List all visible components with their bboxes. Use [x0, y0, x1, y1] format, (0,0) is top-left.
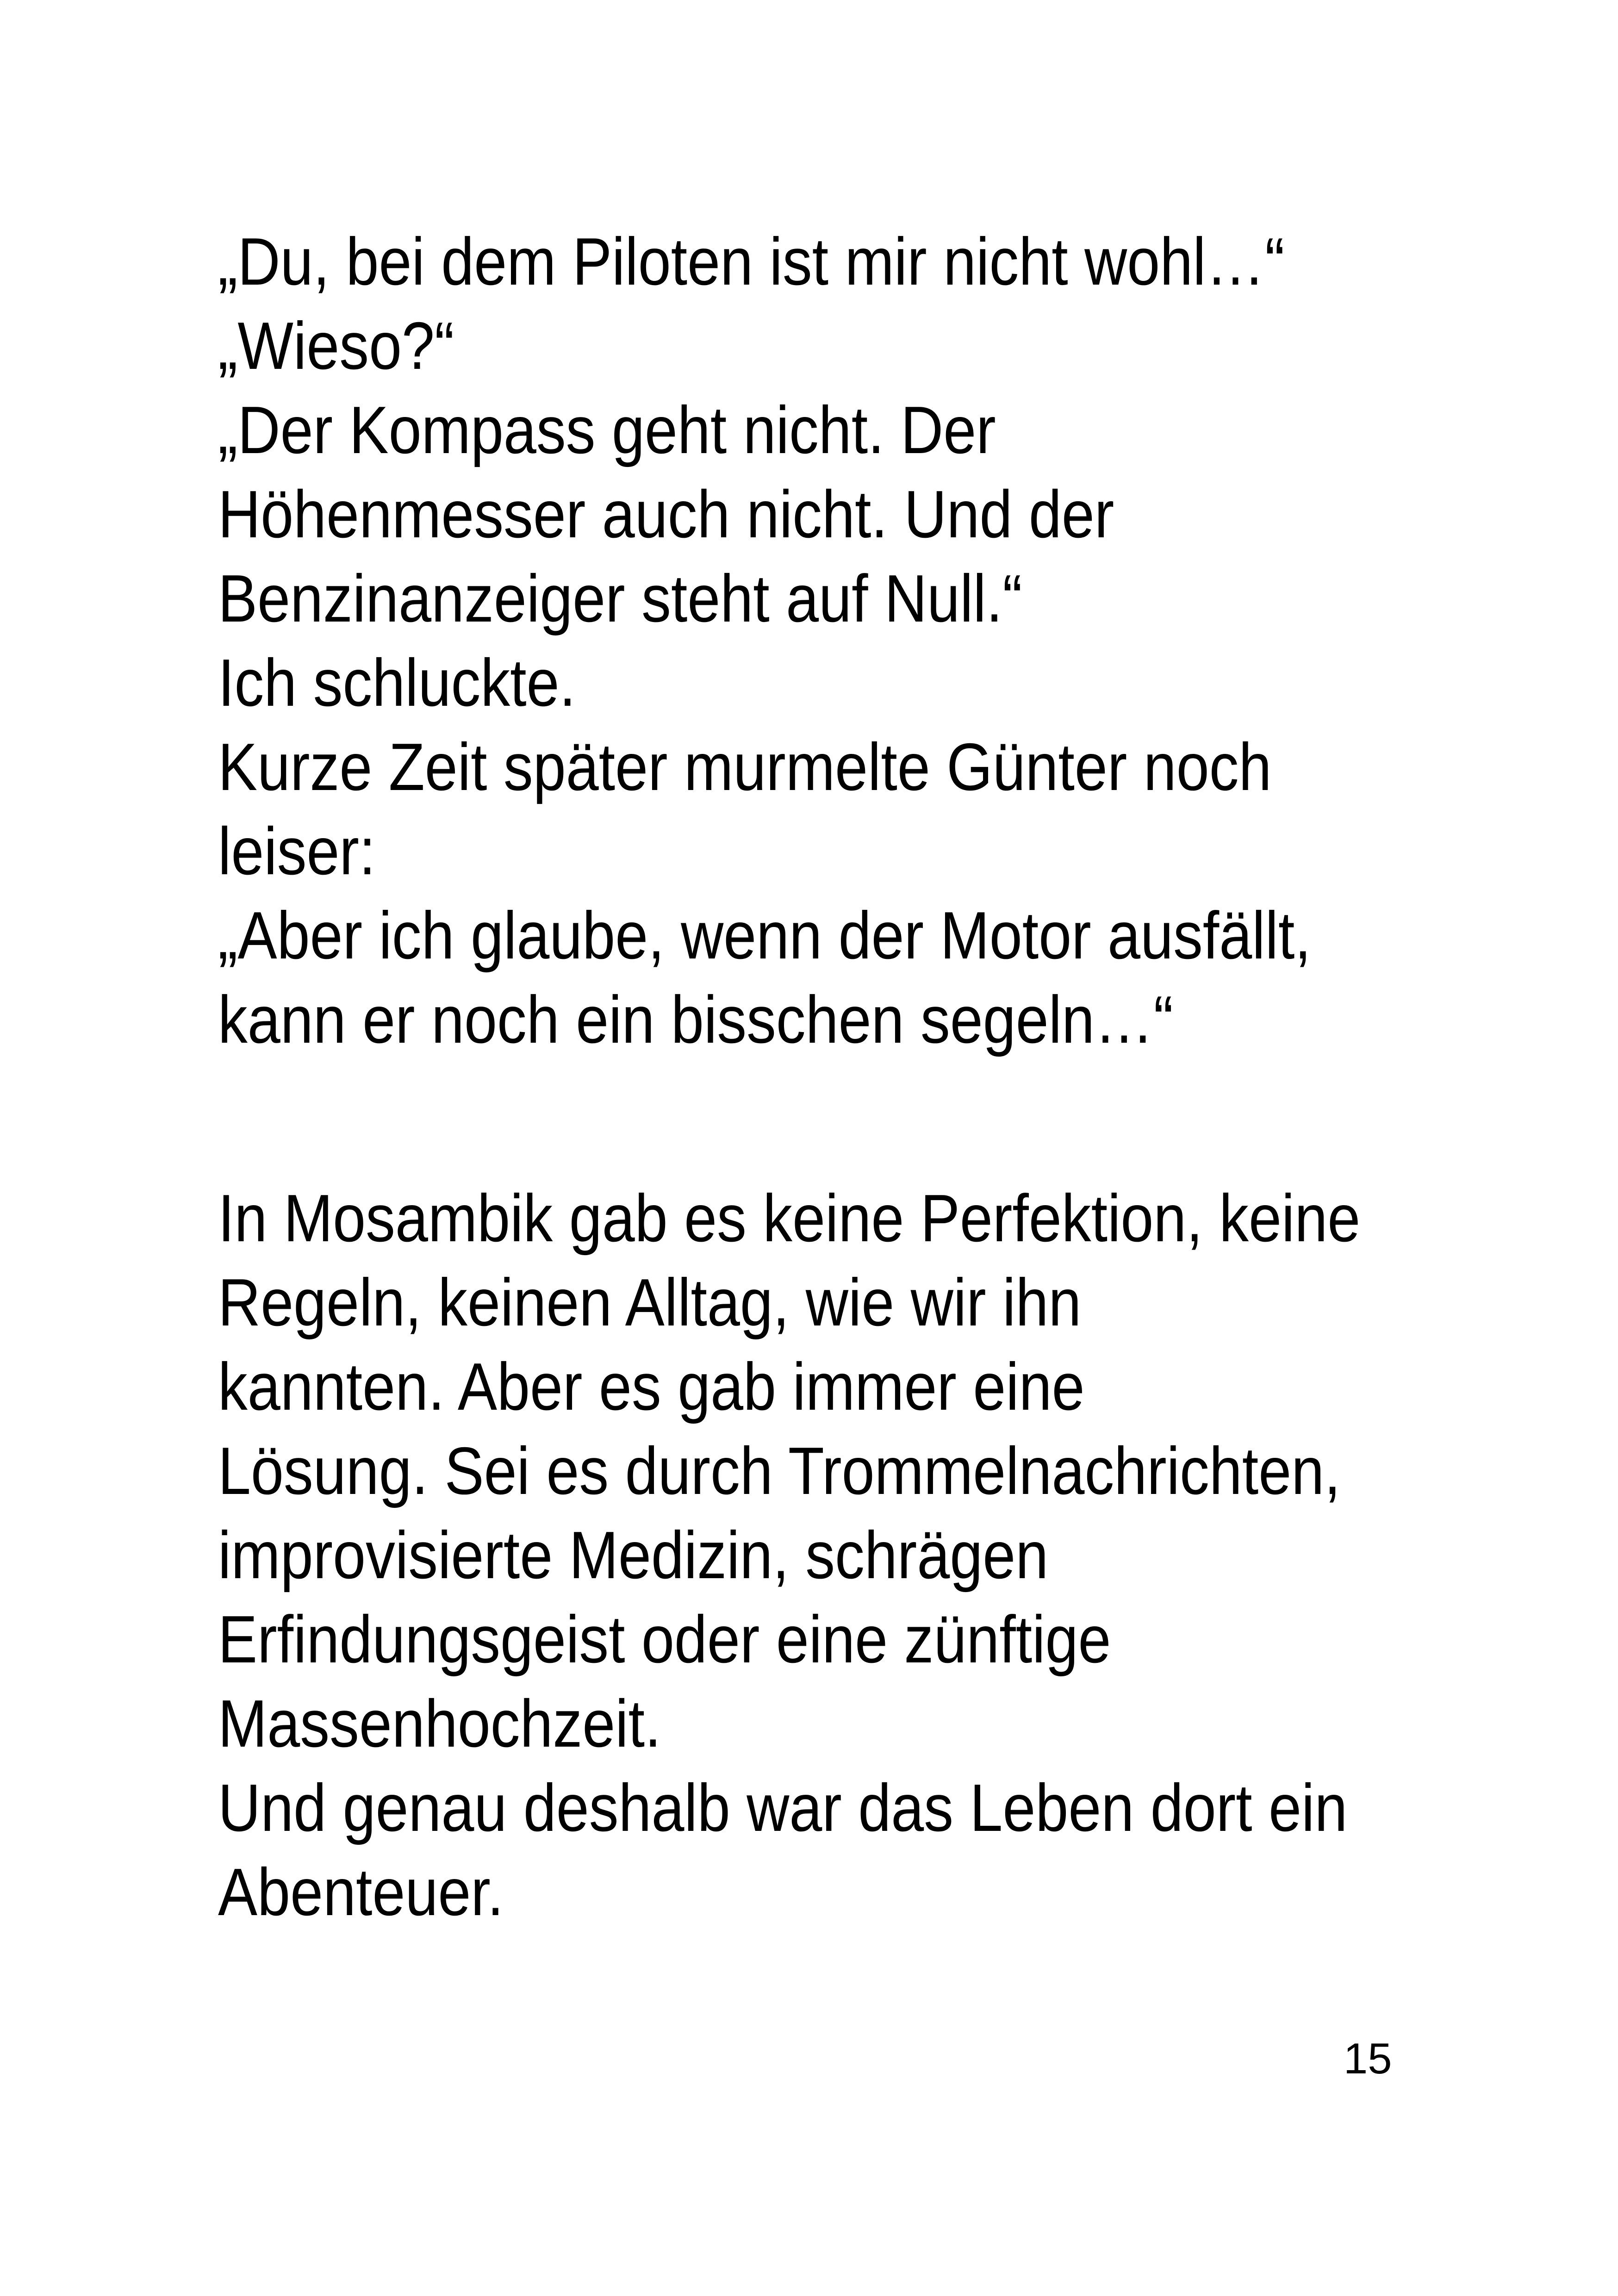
text-line: Kurze Zeit später murmelte Günter noch — [218, 729, 1272, 804]
text-line: Lösung. Sei es durch Trommelnachrichten, — [218, 1433, 1341, 1508]
text-line: Regeln, keinen Alltag, wie wir ihn — [218, 1265, 1082, 1340]
text-line: Höhenmesser auch nicht. Und der — [218, 477, 1114, 552]
text-line: leiser: — [218, 814, 376, 889]
paragraph-dialogue — [218, 219, 1318, 1062]
text-line: Massenhochzeit. — [218, 1686, 661, 1761]
page-number: 15 — [1344, 2034, 1392, 2083]
text-line: Ich schluckte. — [218, 645, 576, 720]
text-line: „Der Kompass geht nicht. Der — [218, 392, 996, 467]
text-line: Und genau deshalb war das Leben dort ein — [218, 1770, 1348, 1845]
text-line: kannten. Aber es gab immer eine — [218, 1349, 1085, 1424]
text-line: In Mosambik gab es keine Perfektion, keine — [218, 1181, 1361, 1256]
text-line: „Wieso?“ — [218, 308, 454, 383]
text-line: Abenteuer. — [218, 1854, 504, 1929]
text-line: improvisierte Medizin, schrägen — [218, 1518, 1049, 1593]
text-line: „Aber ich glaube, wenn der Motor ausfällt, — [218, 898, 1311, 973]
text-line: Benzinanzeiger steht auf Null.“ — [218, 561, 1022, 636]
text-line: Erfindungsgeist oder eine zünftige — [218, 1602, 1111, 1677]
text-line: kann er noch ein bisschen segeln…“ — [218, 982, 1174, 1057]
paragraph-conclusion — [218, 1176, 1361, 1934]
text-line: „Du, bei dem Piloten ist mir nicht wohl…“ — [218, 224, 1285, 299]
